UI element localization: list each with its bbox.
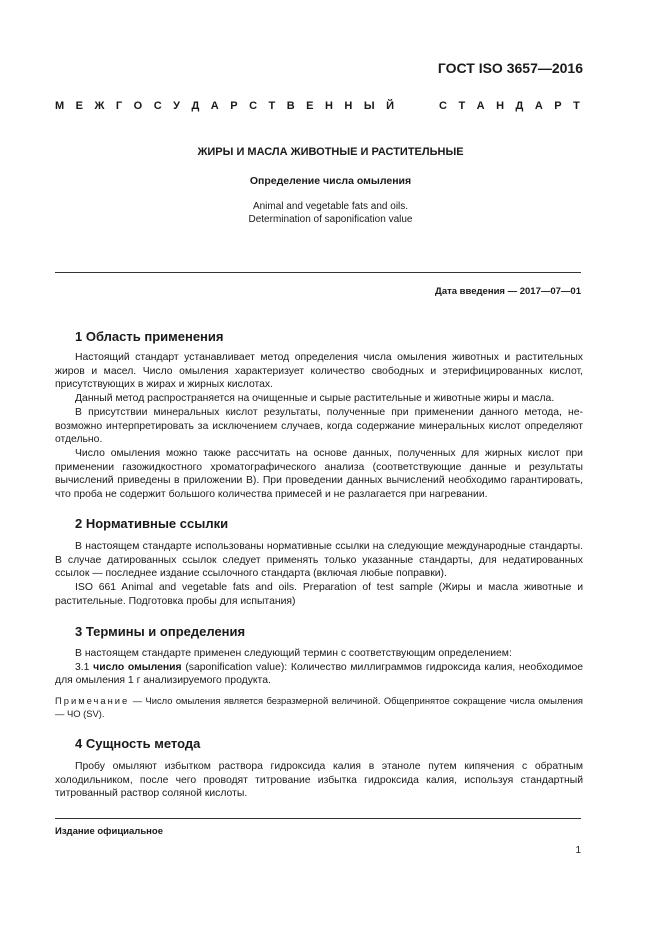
standard-code: ГОСТ ISO 3657—2016 (437, 60, 583, 76)
paragraph: Число омыления можно также рассчитать на основе данных, полученных для жирных кислот при применении газожидкостного хроматографического анализа (соответствующие данные и результаты вычислений приведены в приложении В). При проведении данных вычислений необходимо гарантировать, что проба не содержит большого количества примесей и не разлагается при нагревании. (55, 447, 583, 501)
document-title: ЖИРЫ И МАСЛА ЖИВОТНЫЕ И РАСТИТЕЛЬНЫЕ (197, 146, 464, 158)
banner-letter: Т (573, 100, 580, 112)
section-1-body (55, 351, 583, 502)
term: число омыления (93, 661, 182, 673)
english-title-line2: Determination of saponification value (248, 213, 413, 225)
english-title-line1: Animal and vegetable fats and oils. (252, 201, 409, 212)
banner-letter: Н (324, 100, 333, 112)
banner-letter: А (210, 100, 219, 112)
page-number: 1 (575, 845, 581, 856)
banner-letter: Е (75, 100, 83, 112)
section-4-heading: 4 Сущность метода (75, 736, 201, 751)
section-3-body (55, 647, 583, 720)
banner-letter: С (249, 100, 258, 112)
divider-bottom (55, 818, 581, 819)
edition-label: Издание официальное (55, 826, 163, 837)
banner-gap (406, 100, 428, 112)
banner-letter: С (439, 100, 447, 112)
term-definition: 3.1 число омыления (saponification value): Количество миллиграммов гидроксида калия, необходимое для омыления 1 г анализируемого продукта. (55, 661, 584, 687)
banner-letter: Т (268, 100, 276, 112)
banner-letter: Р (230, 100, 238, 112)
divider-top (55, 272, 581, 273)
banner-letter: В (286, 100, 295, 112)
section-2-heading: 2 Нормативные ссылки (75, 516, 229, 531)
paragraph: В настоящем стандарте использованы нормативные ссылки на следующие международные стандарты. В случае датированных ссылок следует применять только указанные стандарты, для недатированных ссылок — последнее издание ссылочного стандарта (включая любые поправки). (55, 541, 583, 580)
banner-letter: Р (554, 100, 562, 112)
interstate-standard-banner (55, 100, 580, 112)
note-label: Примечание (55, 695, 130, 707)
paragraph: Настоящий стандарт устанавливает метод определения числа омыления животных и растительных жиров и масел. Число омыления характеризует количество свободных и этерифицированных кислот, присутствующих в жирах и жирных кислотах. (55, 352, 583, 391)
english-title (0, 201, 661, 226)
banner-letter: Ж (94, 100, 105, 112)
banner-letter: О (133, 100, 143, 112)
note: Примечание — Число омыления является безразмерной величиной. Общепринятое сокращение числа омыления — ЧО (SV). (55, 695, 584, 720)
banner-letter: Д (515, 100, 524, 112)
banner-letter: С (153, 100, 162, 112)
document-subtitle: Определение числа омыления (249, 175, 412, 187)
banner-letter: А (476, 100, 485, 112)
paragraph: Данный метод распространяется на очищенные и сырые растительные и животные жиры и масла. (75, 393, 555, 405)
banner-letter: Н (344, 100, 353, 112)
section-2-body (55, 540, 583, 609)
section-3-heading: 3 Термины и определения (75, 624, 246, 639)
paragraph: Пробу омыляют избытком раствора гидроксида калия в этаноле путем кипячения с обратным холодильником, после чего проводят титрование избытка гидроксида калия, используя стандартный титрованный раствор соляной кислоты. (55, 761, 583, 800)
introduction-date: Дата введения — 2017—07—01 (435, 286, 581, 297)
banner-letter: Д (191, 100, 200, 112)
banner-letter: Е (306, 100, 314, 112)
banner-letter: Й (386, 100, 395, 112)
banner-letter: А (534, 100, 543, 112)
banner-letter: М (55, 100, 65, 112)
banner-letter: Т (458, 100, 466, 112)
banner-letter: Ы (363, 100, 375, 112)
banner-letter: Г (115, 100, 123, 112)
paragraph: ISO 661 Animal and vegetable fats and oils. Preparation of test sample (Жиры и масла животные и растительные. Подготовка пробы для испытания) (55, 582, 583, 607)
paragraph: В присутствии минеральных кислот результаты, полученные при применении данного метода, невозможно интерпретировать за исключением случаев, когда содержание минеральных кислот определяют отдельно. (55, 406, 583, 446)
banner-letter: У (173, 100, 180, 112)
section-1-heading: 1 Область применения (75, 329, 224, 344)
banner-letter: Н (496, 100, 505, 112)
paragraph: В настоящем стандарте применен следующий термин с соответствующим определением: (75, 648, 512, 659)
section-4-body (55, 760, 583, 801)
